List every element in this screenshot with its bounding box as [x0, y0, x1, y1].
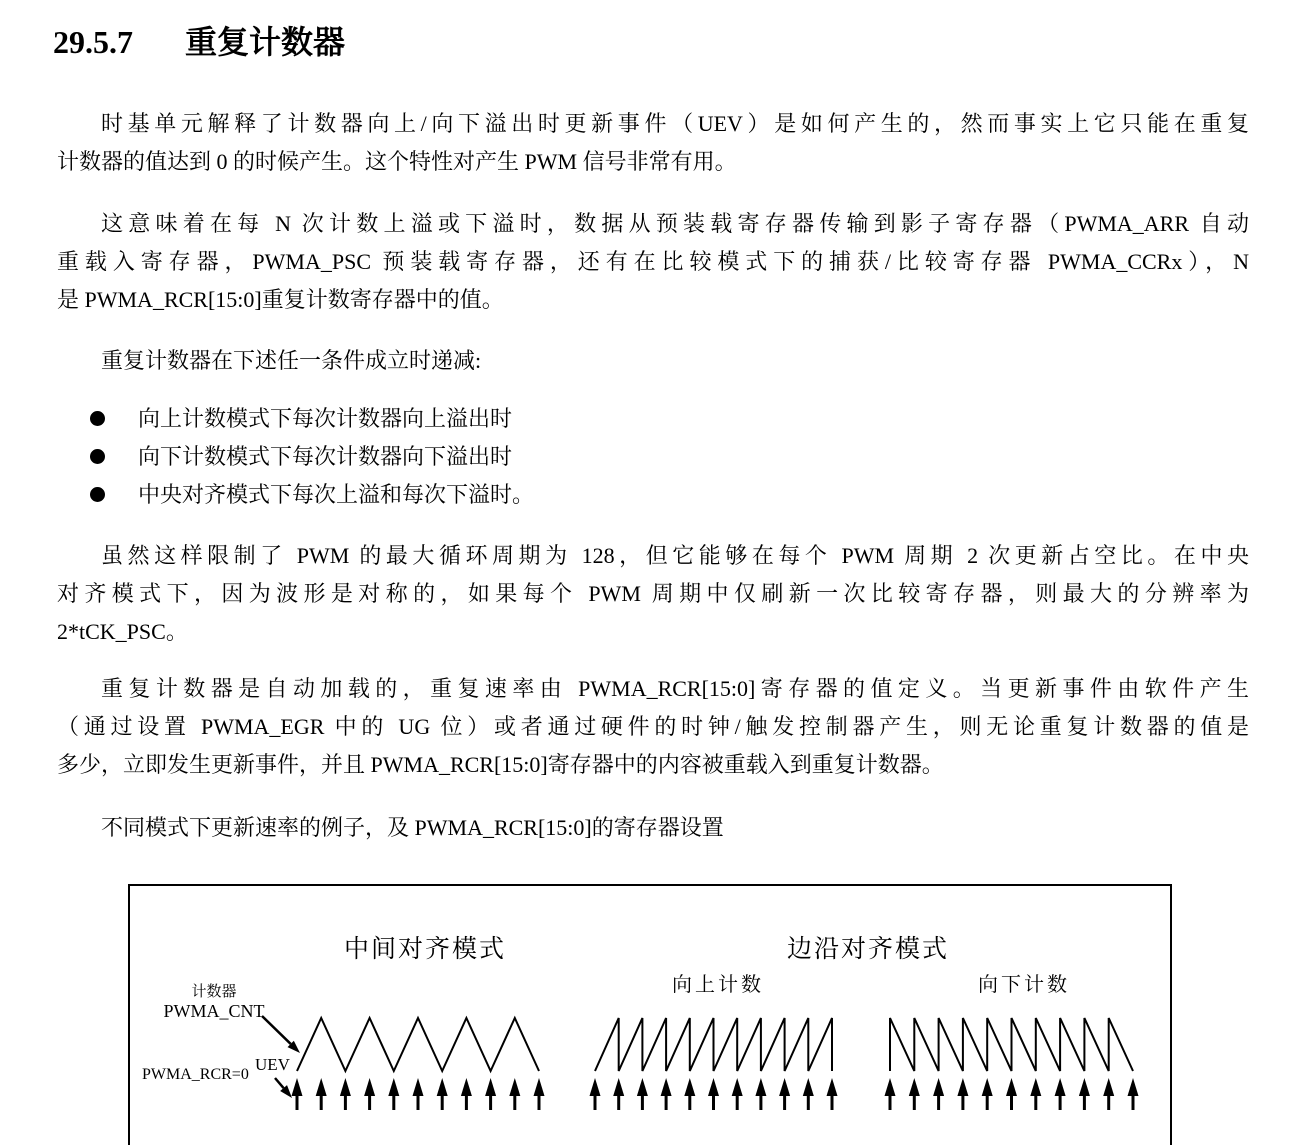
paragraph-line: 不同模式下更新速率的例子，及 PWMA_RCR[15:0]的寄存器设置: [101, 815, 724, 840]
uev-event-arrow-icon: [732, 1078, 743, 1110]
uev-event-arrow-icon: [1079, 1078, 1090, 1110]
uev-event-arrow-icon: [1103, 1078, 1114, 1110]
uev-event-arrow-icon: [388, 1078, 399, 1110]
uev-event-arrow-icon: [1128, 1078, 1139, 1110]
paragraph-line: 是 PWMA_RCR[15:0]重复计数寄存器中的值。: [57, 287, 504, 312]
center-aligned-mode-title: 中间对齐模式: [343, 936, 507, 963]
uev-pointer-arrow-icon: [275, 1078, 292, 1098]
rcr-value-label: PWMA_RCR=0: [142, 1066, 249, 1083]
paragraph-line: 多少，立即发生更新事件，并且 PWMA_RCR[15:0]寄存器中的内容被重载入到重复计数器。: [57, 752, 944, 777]
section-title: 重复计数器: [185, 24, 346, 60]
uev-event-arrow-icon: [982, 1078, 993, 1110]
paragraph-line: 计数器的值达到 0 的时候产生。这个特性对产生 PWM 信号非常有用。: [57, 149, 737, 174]
uev-event-arrow-icon: [779, 1078, 790, 1110]
paragraph-line: 对齐模式下，因为波形是对称的，如果每个 PWM 周期中仅刷新一次比较寄存器，则最大的分辨率为: [57, 581, 1249, 606]
uev-event-arrow-icon: [803, 1078, 814, 1110]
uev-event-arrow-icon: [340, 1078, 351, 1110]
uev-event-arrow-icon: [1030, 1078, 1041, 1110]
uev-event-arrow-icon: [534, 1078, 545, 1110]
uev-event-arrow-icon: [509, 1078, 520, 1110]
uev-event-arrow-icon: [885, 1078, 896, 1110]
paragraph-line: 重复计数器是自动加载的，重复速率由 PWMA_RCR[15:0]寄存器的值定义。当更新事件由软件产生: [101, 676, 1249, 701]
list-item: [57, 400, 1249, 438]
center-aligned-counter-waveform: [297, 1018, 539, 1071]
paragraph-line: （通过设置 PWMA_EGR 中的 UG 位）或者通过硬件的时钟/触发控制器产生，则无论重复计数器的值是: [57, 714, 1249, 739]
uev-event-arrow-icon: [292, 1078, 303, 1110]
list-item-text: 向上计数模式下每次计数器向上溢出时: [138, 406, 513, 431]
counter-label: 计数器: [191, 984, 237, 1000]
update-rate-figure: [128, 884, 1172, 1145]
list-item-text: 向下计数模式下每次计数器向下溢出时: [138, 444, 513, 469]
uev-event-arrow-icon: [827, 1078, 838, 1110]
paragraph-2: [57, 205, 1249, 319]
section-heading: [53, 20, 345, 64]
count-up-counter-waveform: [595, 1018, 832, 1071]
uev-label: UEV: [255, 1055, 290, 1074]
paragraph-1: [57, 105, 1249, 181]
count-down-label: 向下计数: [978, 974, 1070, 996]
list-item: [57, 438, 1249, 476]
uev-event-arrow-icon: [316, 1078, 327, 1110]
counter-register-label: PWMA_CNT: [163, 1001, 265, 1021]
uev-event-arrow-icon: [590, 1078, 601, 1110]
paragraph-line: 这意味着在每 N 次计数上溢或下溢时，数据从预装载寄存器传输到影子寄存器（PWMA_ARR 自动: [101, 211, 1249, 236]
list-item-text: 中央对齐模式下每次上溢和每次下溢时。: [138, 482, 535, 507]
section-number: 29.5.7: [53, 24, 133, 60]
count-down-counter-waveform: [890, 1018, 1133, 1071]
paragraph-line: 虽然这样限制了 PWM 的最大循环周期为 128，但它能够在每个 PWM 周期 2 次更新占空比。在中央: [101, 543, 1249, 568]
uev-event-arrow-icon: [637, 1078, 648, 1110]
uev-event-arrow-icon: [613, 1078, 624, 1110]
counter-pointer-arrow-icon: [262, 1016, 300, 1053]
uev-event-arrow-icon: [461, 1078, 472, 1110]
bullet-icon: [90, 411, 105, 426]
paragraph-line: 重载入寄存器，PWMA_PSC 预装载寄存器，还有在比较模式下的捕获/比较寄存器 PWMA_CCRx），N: [57, 249, 1249, 274]
uev-event-arrow-icon: [755, 1078, 766, 1110]
uev-event-arrow-icon: [661, 1078, 672, 1110]
paragraph-5: [57, 670, 1249, 784]
uev-event-arrow-icon: [437, 1078, 448, 1110]
bullet-list: [57, 400, 1249, 514]
paragraph-4: [57, 537, 1249, 651]
waveform-diagram: [130, 886, 1170, 1145]
uev-event-arrow-icon: [1055, 1078, 1066, 1110]
uev-event-arrow-icon: [1006, 1078, 1017, 1110]
uev-event-arrow-icon: [485, 1078, 496, 1110]
paragraph-6: [57, 809, 1249, 847]
uev-event-arrow-icon: [933, 1078, 944, 1110]
uev-event-arrow-icon: [957, 1078, 968, 1110]
edge-aligned-mode-title: 边沿对齐模式: [786, 936, 950, 963]
uev-event-arrow-icon: [708, 1078, 719, 1110]
paragraph-line: 重复计数器在下述任一条件成立时递减:: [101, 348, 482, 373]
bullet-icon: [90, 449, 105, 464]
paragraph-line: 时基单元解释了计数器向上/向下溢出时更新事件（UEV）是如何产生的，然而事实上它只能在重复: [101, 111, 1249, 136]
uev-event-arrow-icon: [684, 1078, 695, 1110]
paragraph-line: 2*tCK_PSC。: [57, 619, 188, 644]
count-up-label: 向上计数: [672, 974, 764, 996]
paragraph-3: [57, 342, 1249, 380]
uev-event-arrow-icon: [413, 1078, 424, 1110]
uev-event-arrow-icon: [364, 1078, 375, 1110]
bullet-icon: [90, 487, 105, 502]
uev-event-arrow-icon: [909, 1078, 920, 1110]
list-item: [57, 476, 1249, 514]
